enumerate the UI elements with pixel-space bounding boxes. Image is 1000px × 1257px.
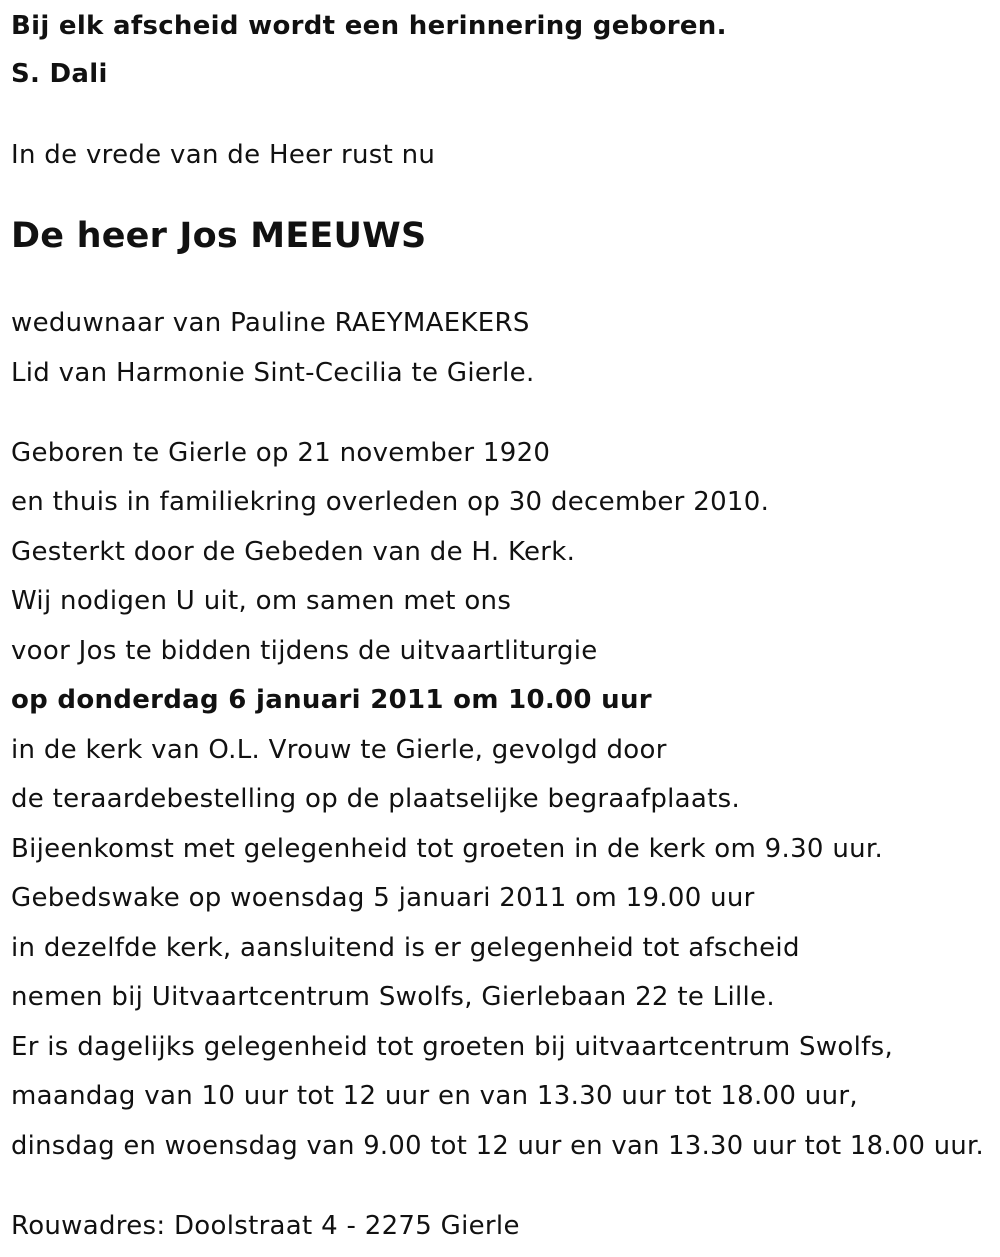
quote-author: S. Dali — [11, 59, 108, 89]
body-line-farewell: in dezelfde kerk, aansluitend is er gelegenheid tot afscheid — [11, 933, 800, 963]
body-line-liturgy: voor Jos te bidden tijdens de uitvaartliturgie — [11, 636, 598, 666]
relation-membership: Lid van Harmonie Sint-Cecilia te Gierle. — [11, 358, 535, 388]
mourning-address: Rouwadres: Doolstraat 4 - 2275 Gierle — [11, 1211, 520, 1241]
quote-text: Bij elk afscheid wordt een herinnering geboren. — [11, 11, 727, 41]
deceased-name: De heer Jos MEEUWS — [11, 216, 427, 256]
body-line-vigil: Gebedswake op woensdag 5 januari 2011 om 19.00 uur — [11, 883, 755, 913]
body-line-birth: Geboren te Gierle op 21 november 1920 — [11, 438, 551, 468]
body-line-monday-hours: maandag van 10 uur tot 12 uur en van 13.30 uur tot 18.00 uur, — [11, 1081, 858, 1111]
body-line-gathering: Bijeenkomst met gelegenheid tot groeten in de kerk om 9.30 uur. — [11, 834, 884, 864]
body-line-church: in de kerk van O.L. Vrouw te Gierle, gevolgd door — [11, 735, 667, 765]
funeral-date: op donderdag 6 januari 2011 om 10.00 uur — [11, 685, 652, 715]
body-line-daily-visits: Er is dagelijks gelegenheid tot groeten bij uitvaartcentrum Swolfs, — [11, 1032, 894, 1062]
body-line-funeral-home: nemen bij Uitvaartcentrum Swolfs, Gierlebaan 22 te Lille. — [11, 982, 775, 1012]
body-line-sacraments: Gesterkt door de Gebeden van de H. Kerk. — [11, 537, 576, 567]
body-line-death: en thuis in familiekring overleden op 30 december 2010. — [11, 487, 770, 517]
relation-spouse: weduwnaar van Pauline RAEYMAEKERS — [11, 308, 530, 338]
body-line-tue-wed-hours: dinsdag en woensdag van 9.00 tot 12 uur en van 13.30 uur tot 18.00 uur. — [11, 1131, 984, 1161]
body-line-invitation: Wij nodigen U uit, om samen met ons — [11, 586, 512, 616]
intro-line: In de vrede van de Heer rust nu — [11, 140, 436, 170]
body-line-burial: de teraardebestelling op de plaatselijke begraafplaats. — [11, 784, 741, 814]
